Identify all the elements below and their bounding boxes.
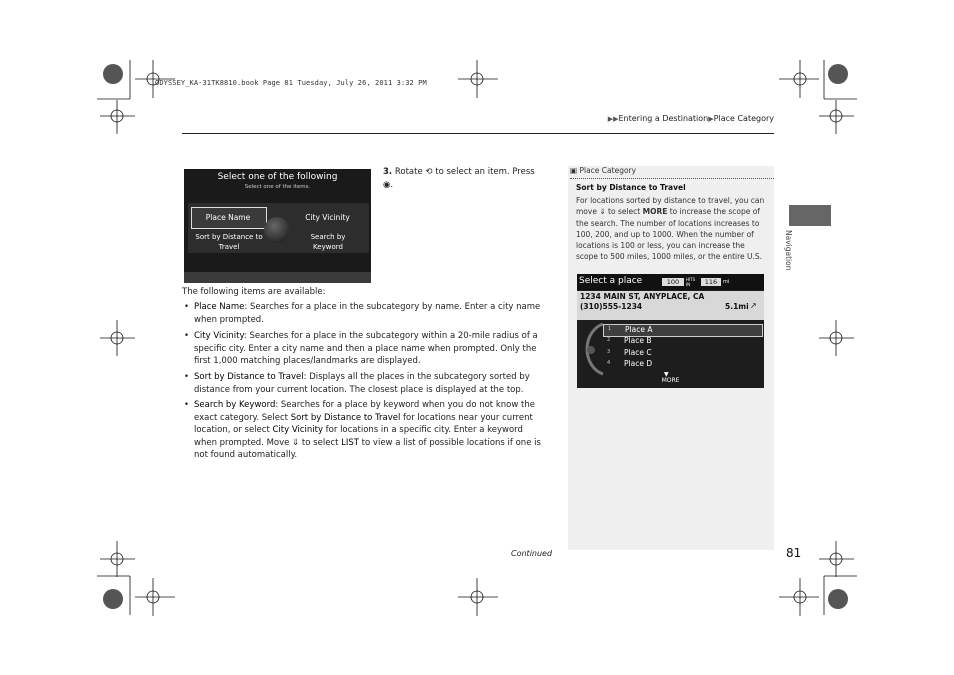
note-title [570, 166, 636, 175]
section-label: Navigation [784, 230, 793, 271]
sort-by-distance-button[interactable]: Sort by Distance to Travel [195, 233, 263, 251]
section-tab[interactable] [789, 205, 831, 226]
item-number: 1 [608, 326, 612, 332]
nav-screen-select-place [577, 274, 764, 388]
description: to view a list of possible locations if one is not found automatically. [194, 437, 541, 460]
distance: 5.1mi [725, 302, 749, 311]
item-number: 4 [607, 360, 611, 366]
list-item [194, 371, 548, 396]
place-name-button[interactable]: Place Name [205, 213, 251, 222]
step-text: Rotate [394, 167, 423, 177]
screen-title: Select one of the following [217, 172, 338, 182]
term: Sort by Distance to Travel [194, 372, 304, 382]
address-line-2: (310)555-1234 [580, 302, 643, 311]
city-vicinity-button[interactable]: City Vicinity [305, 213, 350, 222]
step-text: to select an item. Press [435, 167, 535, 177]
step-3: 3. Rotate ⟲ to select an item. Press ◉. [383, 167, 535, 190]
hits-count: 100 [662, 278, 684, 286]
step-number: 3. [383, 167, 393, 177]
description: : Searches for a place by keyword when you do not know the exact category. Select [194, 400, 535, 423]
description: for locations near your current location, or select [194, 412, 533, 435]
term: LIST [341, 437, 359, 448]
note-title-text: Place Category [579, 166, 637, 175]
direction-arrow-icon: ↗ [750, 301, 757, 310]
header-rule [182, 133, 774, 134]
item-number: 3 [607, 349, 611, 355]
move-knob-icon: ⇓ [292, 437, 300, 448]
note-heading: Sort by Distance to Travel [576, 183, 686, 192]
dial-arc-icon [579, 322, 605, 376]
screen-footer [184, 272, 371, 283]
description: for locations in a specific city. Enter a keyword when prompted. Move [194, 425, 523, 448]
list-item[interactable] [603, 359, 761, 370]
press-knob-icon: ◉ [383, 180, 391, 190]
item-label: Place C [624, 348, 652, 357]
breadcrumb-item[interactable]: Place Category [713, 114, 774, 123]
list-item[interactable] [603, 348, 761, 359]
note-text: to select [605, 207, 643, 217]
screen-title: Select a place [579, 276, 643, 286]
note-text: For locations sorted by distance to travel, you can move [576, 196, 765, 217]
nav-screen-select-item [184, 169, 371, 283]
term: Place Name [194, 302, 245, 312]
items-intro: The following items are available: [182, 287, 326, 297]
chevron-down-icon: ▼ [664, 371, 669, 378]
miles-count: 116 [701, 278, 721, 286]
continued-label: Continued [511, 549, 553, 558]
more-button[interactable]: MORE [661, 377, 680, 384]
note-text: to increase the scope of the search. The number of locations increases to 100, 200, and up to 1000. When the number of locations is 100 or less, you can increase the scope to 500 miles, 1000 miles, or the entire U.S. [576, 207, 763, 262]
list-item [194, 330, 548, 368]
search-by-keyword-button[interactable]: Search by Keyword [310, 233, 346, 251]
note-term: MORE [642, 207, 668, 217]
term: City Vicinity [194, 331, 244, 341]
description: : Searches for a place in the subcategory within a 20-mile radius of a specific city. Enter a city name and then a place name when prompted. Only the first 1,000 matching places/landmarks are displayed. [194, 331, 538, 366]
miles-unit: mi [723, 279, 730, 285]
term: City Vicinity [272, 425, 323, 435]
list-item [194, 399, 548, 462]
item-label: Place A [625, 325, 653, 334]
rotate-knob-icon: ⟲ [425, 167, 433, 177]
term: Search by Keyword [194, 400, 276, 410]
note-icon: ▣ [570, 166, 580, 175]
item-label: Place B [624, 336, 652, 345]
list-item [194, 301, 548, 326]
note-body [576, 195, 768, 263]
hits-label: HITS IN [686, 277, 696, 287]
print-header: ODYSSEY_KA-31TK8810.book Page 81 Tuesday, July 26, 2011 3:32 PM [155, 79, 427, 87]
item-number: 2 [607, 337, 611, 343]
item-label: Place D [624, 359, 653, 368]
description: : Displays all the places in the subcategory sorted by distance from your current location. The closest place is displayed at the top. [194, 372, 530, 395]
term: Sort by Distance to Travel [290, 412, 401, 423]
interface-knob-icon [264, 217, 290, 243]
description: : Searches for a place in the subcategory by name. Enter a city name when prompted. [194, 302, 541, 325]
address-line-1: 1234 MAIN ST, ANYPLACE, CA [580, 292, 705, 301]
page-number: 81 [786, 546, 802, 560]
screen-subtitle: Select one of the items. [244, 184, 311, 190]
note-divider [570, 178, 774, 179]
list-item[interactable] [603, 336, 761, 347]
move-knob-icon: ⇓ [599, 207, 606, 217]
description: to select [299, 437, 342, 448]
breadcrumb: ▶▶Entering a Destination▶Place Category [607, 114, 774, 123]
breadcrumb-item[interactable]: Entering a Destination [618, 114, 709, 123]
